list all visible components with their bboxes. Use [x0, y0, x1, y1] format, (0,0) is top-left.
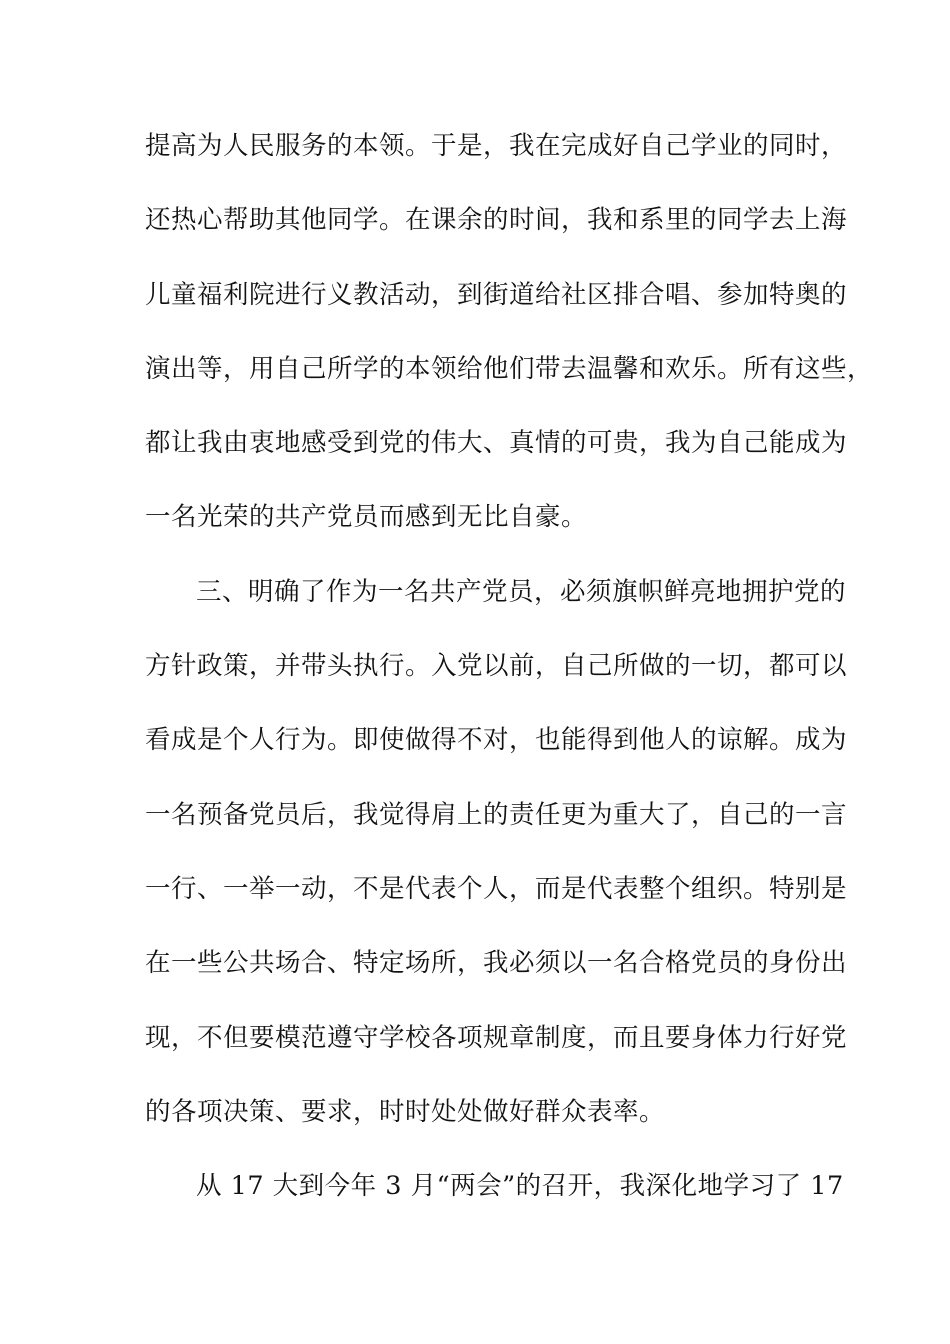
text-line: 一行、一举一动，不是代表个人，而是代表整个组织。特别是 [145, 873, 848, 904]
paragraph-start-line: 三、明确了作为一名共产党员，必须旗帜鲜亮地拥护党的 [196, 576, 847, 607]
text-line: 儿童福利院进行义教活动，到街道给社区排合唱、参加特奥的 [145, 279, 848, 310]
text-line: 方针政策，并带头执行。入党以前，自己所做的一切，都可以 [145, 651, 848, 682]
paragraph-start-line: 从 17 大到今年 3 月“两会”的召开，我深化地学习了 17 [196, 1171, 844, 1202]
text-line: 都让我由衷地感受到党的伟大、真情的可贵，我为自己能成为 [145, 428, 848, 459]
text-line: 一名光荣的共产党员而感到无比自豪。 [145, 502, 588, 533]
text-line: 看成是个人行为。即使做得不对，也能得到他人的谅解。成为 [145, 725, 848, 756]
text-line: 还热心帮助其他同学。在课余的时间，我和系里的同学去上海 [145, 205, 848, 236]
text-line: 提高为人民服务的本领。于是，我在完成好自己学业的同时， [145, 131, 848, 161]
body-text [145, 128, 874, 1242]
text-line: 的各项决策、要求，时时处处做好群众表率。 [145, 1096, 666, 1127]
text-line: 一名预备党员后，我觉得肩上的责任更为重大了，自己的一言 [145, 799, 848, 830]
text-line: 在一些公共场合、特定场所，我必须以一名合格党员的身份出 [145, 948, 848, 979]
text-line: 现，不但要模范遵守学校各项规章制度，而且要身体力行好党 [145, 1022, 848, 1053]
text-line: 演出等，用自己所学的本领给他们带去温馨和欢乐。所有这些， [145, 353, 874, 384]
